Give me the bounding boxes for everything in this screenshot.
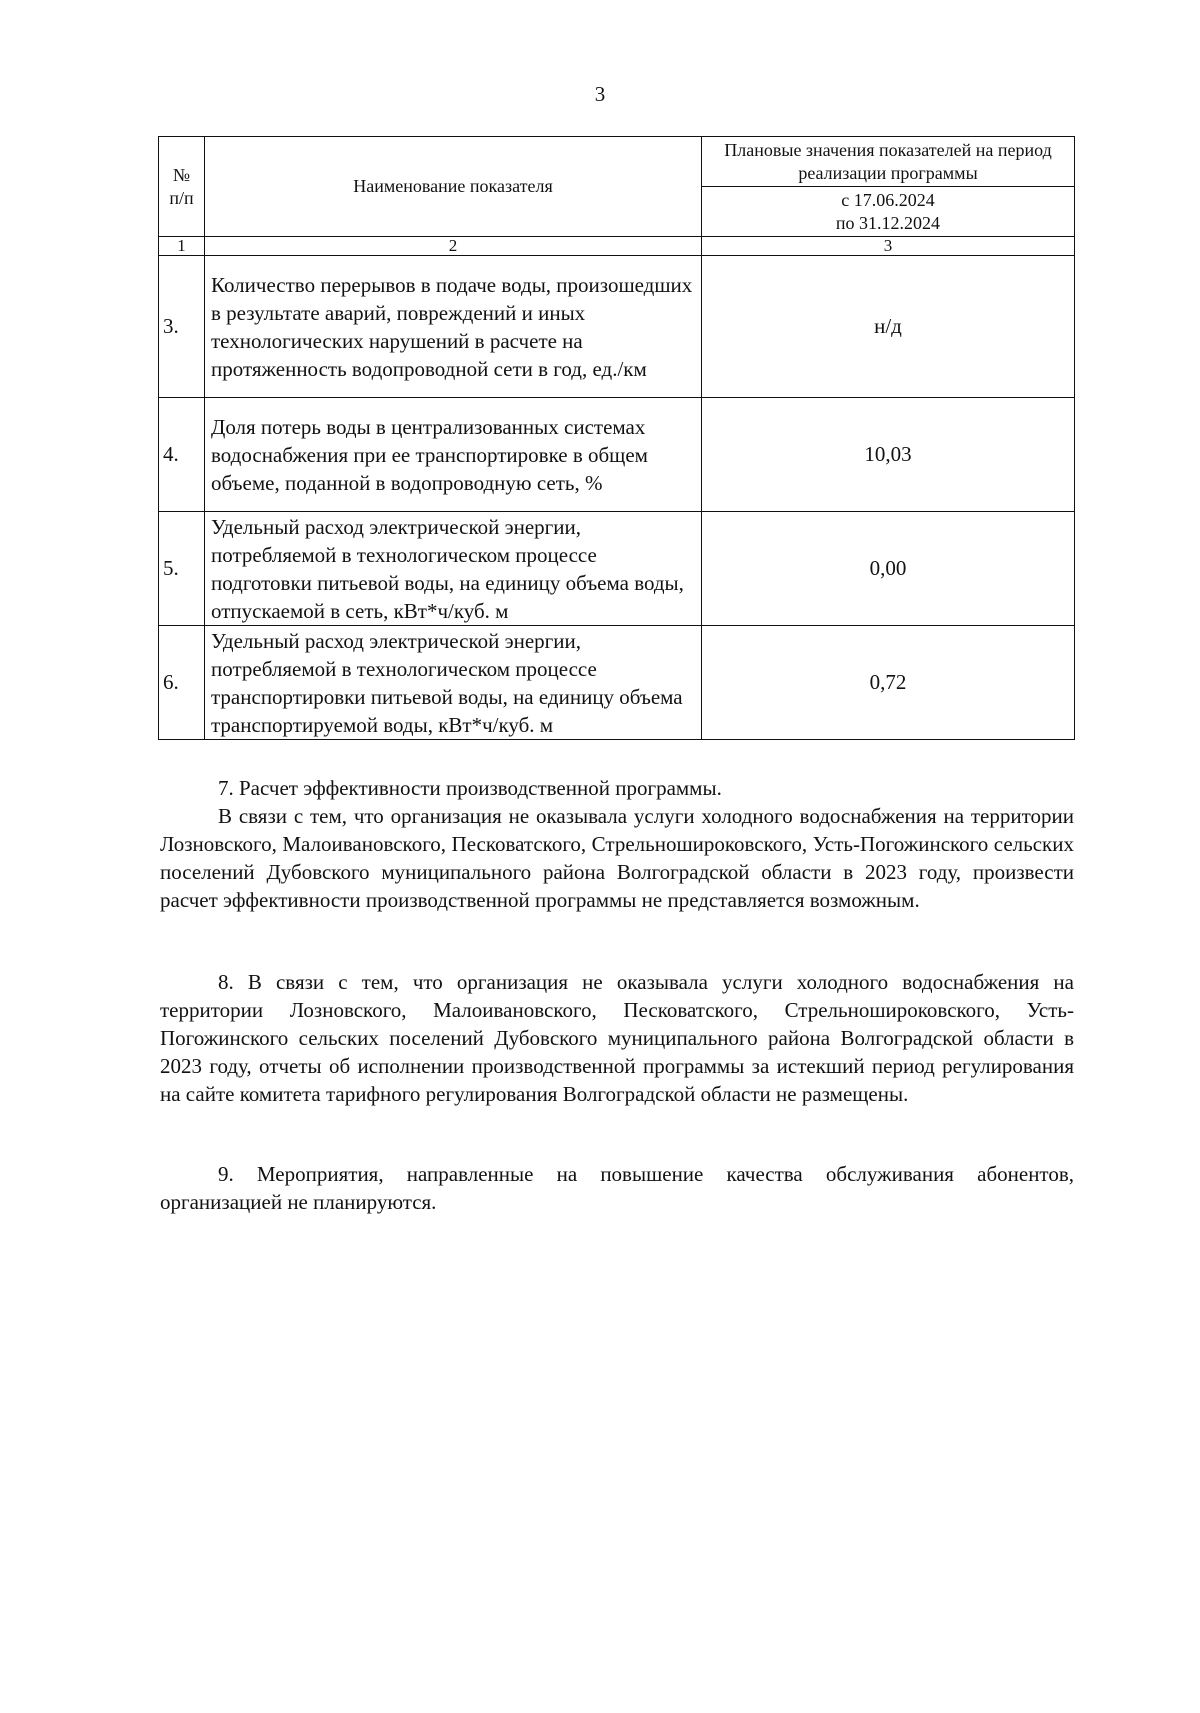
row-value: 0,72 xyxy=(702,626,1075,740)
row-value: 10,03 xyxy=(702,398,1075,512)
header-name: Наименование показателя xyxy=(205,137,702,237)
header-period: с 17.06.2024 по 31.12.2024 xyxy=(702,187,1075,237)
page-number: 3 xyxy=(594,82,606,106)
table-row xyxy=(159,256,1075,398)
table-row xyxy=(159,398,1075,512)
index-cell: 1 xyxy=(159,237,205,256)
index-cell: 3 xyxy=(702,237,1075,256)
index-cell: 2 xyxy=(205,237,702,256)
table-row xyxy=(159,626,1075,740)
row-num: 3. xyxy=(159,256,205,398)
row-num: 5. xyxy=(159,512,205,626)
row-num: 6. xyxy=(159,626,205,740)
header-num: № п/п xyxy=(159,137,205,237)
indicators-table xyxy=(158,136,1075,740)
section-7-title: 7. Расчет эффективности производственной программы. xyxy=(218,776,722,800)
row-name: Количество перерывов в подаче воды, произошедших в результате аварий, повреждений и иных технологических нарушений в расчете на протяженность водопроводной сети в год, ед./км xyxy=(205,256,702,398)
row-value: н/д xyxy=(702,256,1075,398)
section-7-text: В связи с тем, что организация не оказывала услуги холодного водоснабжения на территории Лозновского, Малоивановского, Песковатского, Стрельношироковского, Усть-Погожинского сельских поселений Дубовского муниципального района Волгоградской области в 2023 году, произвести расчет эффективности производственной программы не представляется возможным. xyxy=(160,804,1074,912)
header-planned: Плановые значения показателей на период реализации программы xyxy=(702,137,1075,187)
row-name: Доля потерь воды в централизованных системах водоснабжения при ее транспортировке в общем объеме, поданной в водопроводную сеть, % xyxy=(205,398,702,512)
row-name: Удельный расход электрической энергии, потребляемой в технологическом процессе транспортировки питьевой воды, на единицу объема транспортируемой воды, кВт*ч/куб. м xyxy=(205,626,702,740)
row-num: 4. xyxy=(159,398,205,512)
row-name: Удельный расход электрической энергии, потребляемой в технологическом процессе подготовки питьевой воды, на единицу объема воды, отпускаемой в сеть, кВт*ч/куб. м xyxy=(205,512,702,626)
section-9-text: 9. Мероприятия, направленные на повышение качества обслуживания абонентов, организацией не планируются. xyxy=(160,1162,1074,1214)
section-8-text: 8. В связи с тем, что организация не оказывала услуги холодного водоснабжения на территории Лозновского, Малоивановского, Песковатского, Стрельношироковского, Усть-Погожинского сельских поселений Дубовского муниципального района Волгоградской области в 2023 году, отчеты об исполнении производственной программы за истекший период регулирования на сайте комитета тарифного регулирования Волгоградской области не размещены. xyxy=(160,970,1074,1106)
row-value: 0,00 xyxy=(702,512,1075,626)
table-row xyxy=(159,512,1075,626)
